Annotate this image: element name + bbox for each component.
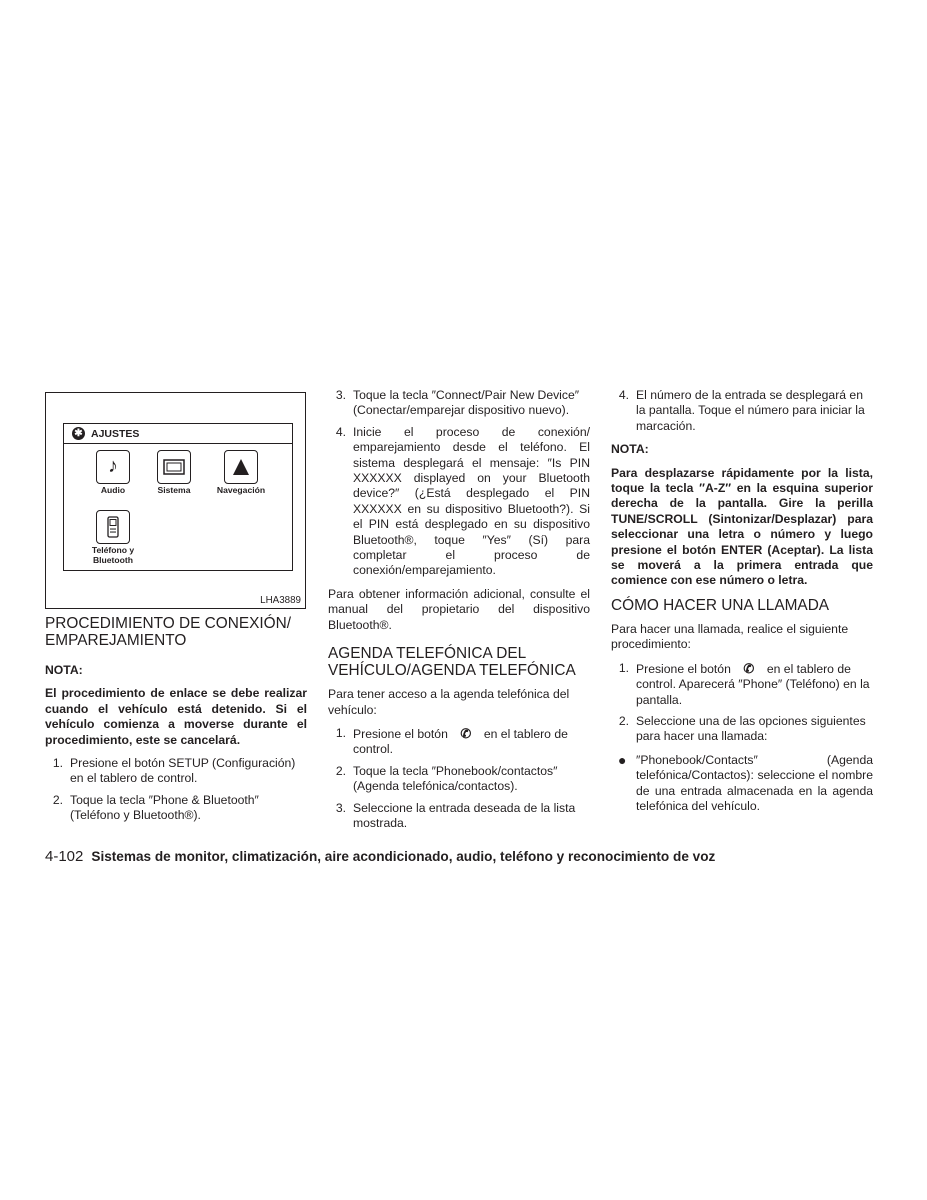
system-icon [157,450,191,484]
list-item: 2. Toque la tecla ″Phonebook/contactos″ (Agenda telefónica/contactos). [335,763,558,794]
list-item: 3. Toque la tecla ″Connect/Pair New Device″ (Conectar/emparejar dispositivo nuevo). [335,388,580,418]
screen-header [64,424,292,444]
pairing-steps [45,756,307,824]
music-note-icon: ♪ [96,450,130,484]
list-item: 3. Seleccione la entrada deseada de la lista mostrada. [335,800,576,830]
info-paragraph: Para obtener información adicional, consulte el manual del propietario del dispositivo Bluetooth®. [328,586,590,632]
section-heading-call: CÓMO HACER UNA LLAMADA [611,596,830,614]
tile-navegacion: Navegación [216,450,266,496]
phonebook-steps [328,726,590,831]
page-number: 4-102 [45,848,84,865]
section-heading-phonebook: AGENDA TELEFÓNICA DEL VEHÍCULO/AGENDA TELEFÓNICA [328,645,576,680]
mobile-phone-icon [96,510,130,544]
note-label: NOTA: [611,442,649,457]
call-intro: Para hacer una llamada, realice el siguiente procedimiento: [611,621,849,652]
settings-screen-figure [45,392,306,609]
pairing-steps-continued [328,388,590,579]
settings-screen [63,423,293,571]
tile-telefono: Teléfono y Bluetooth [82,510,144,565]
gear-icon: ✱ [72,427,85,440]
bullet-icon: ● [618,751,627,768]
chapter-title: Sistemas de monitor, climatización, aire acondicionado, audio, teléfono y reconocimiento de voz [91,849,716,864]
phonebook-steps-continued [611,388,873,434]
tile-sistema: Sistema [153,450,195,496]
list-item: 1. Presione el botón SETUP (Configuración) en el tablero de control. [52,756,296,786]
phone-handset-icon: ✆ [460,725,472,741]
screen-title: AJUSTES [91,427,140,440]
phone-handset-icon: ✆ [743,660,755,676]
list-item: 4. El número de la entrada se desplegará en la pantalla. Toque el número para iniciar la marcación. [618,388,865,433]
list-item: 2. Toque la tecla ″Phone & Bluetooth″ (Teléfono y Bluetooth®). [52,792,259,823]
column-3 [611,388,873,822]
bullet-item: ● ″Phonebook/Contacts″ (Agenda telefónica/Contactos): seleccione el nombre de una entrada almacenada en la agenda telefónica del vehículo. [611,753,873,815]
phonebook-intro: Para tener acceso a la agenda telefónica del vehículo: [328,687,570,717]
list-item: 1. Presione el botón ✆ en el tablero de control. Aparecerá ″Phone″ (Teléfono) en la pantalla. [618,660,870,707]
list-item: 1. Presione el botón ✆ en el tablero de control. [335,725,568,757]
call-steps [611,661,873,745]
section-heading-pairing: PROCEDIMIENTO DE CONEXIÓN/ EMPAREJAMIENTO [45,615,291,649]
column-2 [328,388,590,839]
navigation-arrow-icon [224,450,258,484]
column-1 [45,615,307,832]
note-text: El procedimiento de enlace se debe realizar cuando el vehículo está detenido. Si el vehículo comienza a moverse durante el procedimiento, este se cancelará. [45,686,307,747]
note-label: NOTA: [45,663,83,677]
note-text: Para desplazarse rápidamente por la lista, toque la tecla ″A-Z″ en la esquina superior derecha de la pantalla. Gire la perilla TUNE/SCROLL (Sintonizar/Desplazar) para seleccionar una letra o número y luego presione el botón ENTER (Aceptar). La lista se moverá a la primera entrada que comience con ese número o letra. [611,465,873,588]
page-footer [45,848,715,865]
figure-label: LHA3889 [260,595,301,606]
list-item: 2. Seleccione una de las opciones siguientes para hacer una llamada: [618,713,866,744]
list-item: 4. Inicie el proceso de conexión/ emparejamiento desde el teléfono. El sistema desplegará el mensaje: ″Is PIN XXXXXX displayed on your Bluetooth device?″ (¿Está desplegado el PIN XXXXXX en su dispositivo Bluetooth?). Si el PIN está desplegado en su dispositivo Bluetooth®, toque ″Yes″ (Sí) para completar el proceso de conexión/emparejamiento. [335,424,590,578]
tile-audio: ♪ Audio [95,450,131,496]
